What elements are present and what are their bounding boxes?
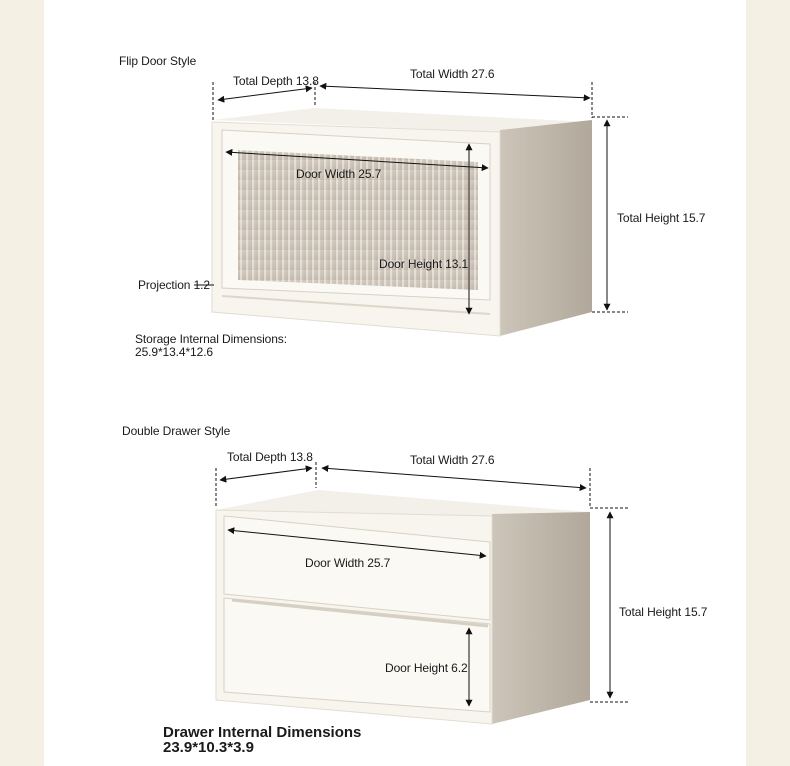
drawer-door-width-label: Door Width 25.7 bbox=[305, 556, 391, 570]
flip-total-height-label: Total Height 15.7 bbox=[617, 211, 706, 225]
drawer-door-height-label: Door Height 6.2 bbox=[385, 661, 468, 675]
drawer-style-title: Double Drawer Style bbox=[122, 424, 231, 438]
drawer-total-height-label: Total Height 15.7 bbox=[619, 605, 708, 619]
drawer-total-depth-label: Total Depth 13.8 bbox=[227, 450, 313, 464]
double-drawer-cabinet bbox=[216, 490, 590, 724]
flip-projection-label: Projection 1.2 bbox=[138, 278, 210, 292]
flip-door-cabinet bbox=[212, 108, 592, 336]
flip-total-width-label: Total Width 27.6 bbox=[410, 67, 495, 81]
flip-total-depth-label: Total Depth 13.8 bbox=[233, 74, 319, 88]
flip-internal-dimensions-label: Storage Internal Dimensions: bbox=[135, 332, 287, 346]
flip-door-height-label: Door Height 13.1 bbox=[379, 257, 469, 271]
flip-internal-dimensions-value: 25.9*13.4*12.6 bbox=[135, 345, 214, 359]
drawer-total-width-label: Total Width 27.6 bbox=[410, 453, 495, 467]
drawer-internal-dimensions-label: Drawer Internal Dimensions bbox=[163, 724, 362, 741]
flip-door-width-label: Door Width 25.7 bbox=[296, 167, 382, 181]
flip-style-title: Flip Door Style bbox=[119, 54, 197, 68]
drawer-internal-dimensions-value: 23.9*10.3*3.9 bbox=[163, 739, 254, 756]
